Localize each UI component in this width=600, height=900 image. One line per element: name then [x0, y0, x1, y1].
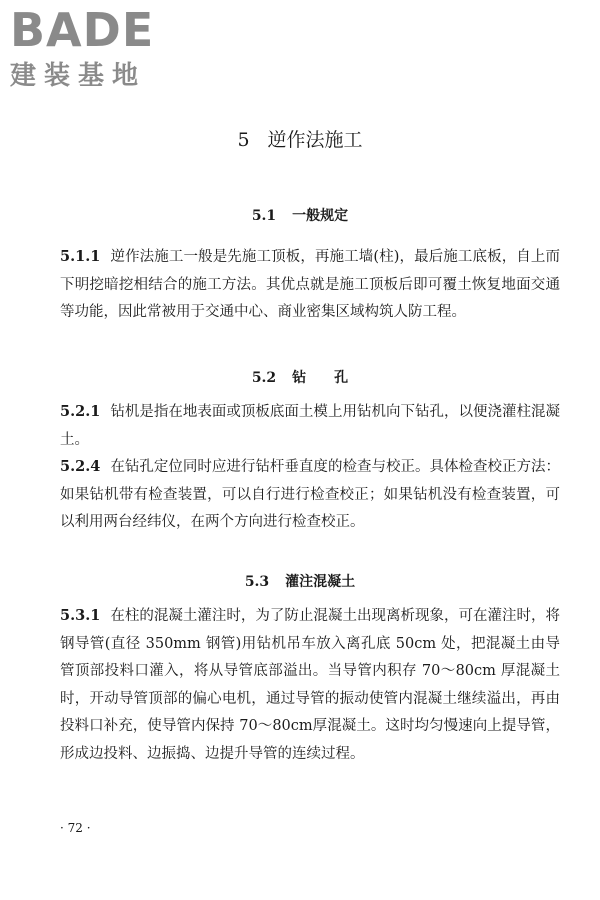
section-number: 5.1 [251, 208, 277, 224]
section-number: 5.3 [244, 574, 270, 590]
logo-text-en: BADE [10, 3, 155, 57]
clause-number: 5.1.1 [60, 248, 101, 265]
clause-text: 在柱的混凝土灌注时，为了防止混凝土出现离析现象，可在灌注时，将钢导管(直径 350mm 钢管)用钻机吊车放入离孔底 50cm 处，把混凝土由导管顶部投料口灌入，将从导管底部溢出。当导管内积存 70～80cm 厚混凝土时，开动导管顶部的偏心电机，通过导管的振动使管内混凝土继续溢出，再由投料口补充，使导管内保持 70～80cm厚混凝土。这时均匀慢速向上提导管，形成边投料、边振捣、边提升导管的连续过程。 [60, 608, 560, 762]
section-title: 钻 孔 [292, 370, 349, 386]
section-title: 一般规定 [292, 208, 349, 224]
section-title: 灌注混凝土 [285, 574, 356, 590]
clause-number: 5.3.1 [60, 607, 101, 624]
section-heading-5-3 [0, 570, 600, 594]
page-number: · 72 · [60, 821, 91, 835]
section-heading-5-2 [0, 366, 600, 390]
clause-number: 5.2.1 [60, 403, 101, 420]
clause-5-1-1 [60, 243, 560, 327]
clause-5-3-1 [60, 602, 560, 768]
clause-5-2-1 [60, 398, 560, 454]
clause-text: 逆作法施工一般是先施工顶板，再施工墙(柱)，最后施工底板，自上而下明挖暗挖相结合的施工方法。其优点就是施工顶板后即可覆土恢复地面交通等功能，因此常被用于交通中心、商业密集区域构筑人防工程。 [60, 249, 560, 320]
clause-text: 钻机是指在地表面或顶板底面土模上用钻机向下钻孔，以便浇灌柱混凝土。 [60, 404, 560, 448]
clause-text: 在钻孔定位同时应进行钻杆垂直度的检查与校正。具体检查校正方法：如果钻机带有检查装置，可以自行进行检查校正；如果钻机没有检查装置，可以利用两台经纬仪，在两个方向进行检查校正。 [60, 459, 560, 530]
section-number: 5.2 [251, 370, 277, 386]
chapter-number: 5 [237, 129, 250, 151]
chapter-title [0, 124, 600, 156]
publisher-logo [6, 4, 186, 96]
clause-number: 5.2.4 [60, 458, 101, 475]
clause-5-2-4 [60, 453, 560, 537]
chapter-title-text: 逆作法施工 [267, 129, 363, 151]
logo-text-cn: 建装基地 [10, 61, 147, 91]
section-heading-5-1 [0, 204, 600, 228]
